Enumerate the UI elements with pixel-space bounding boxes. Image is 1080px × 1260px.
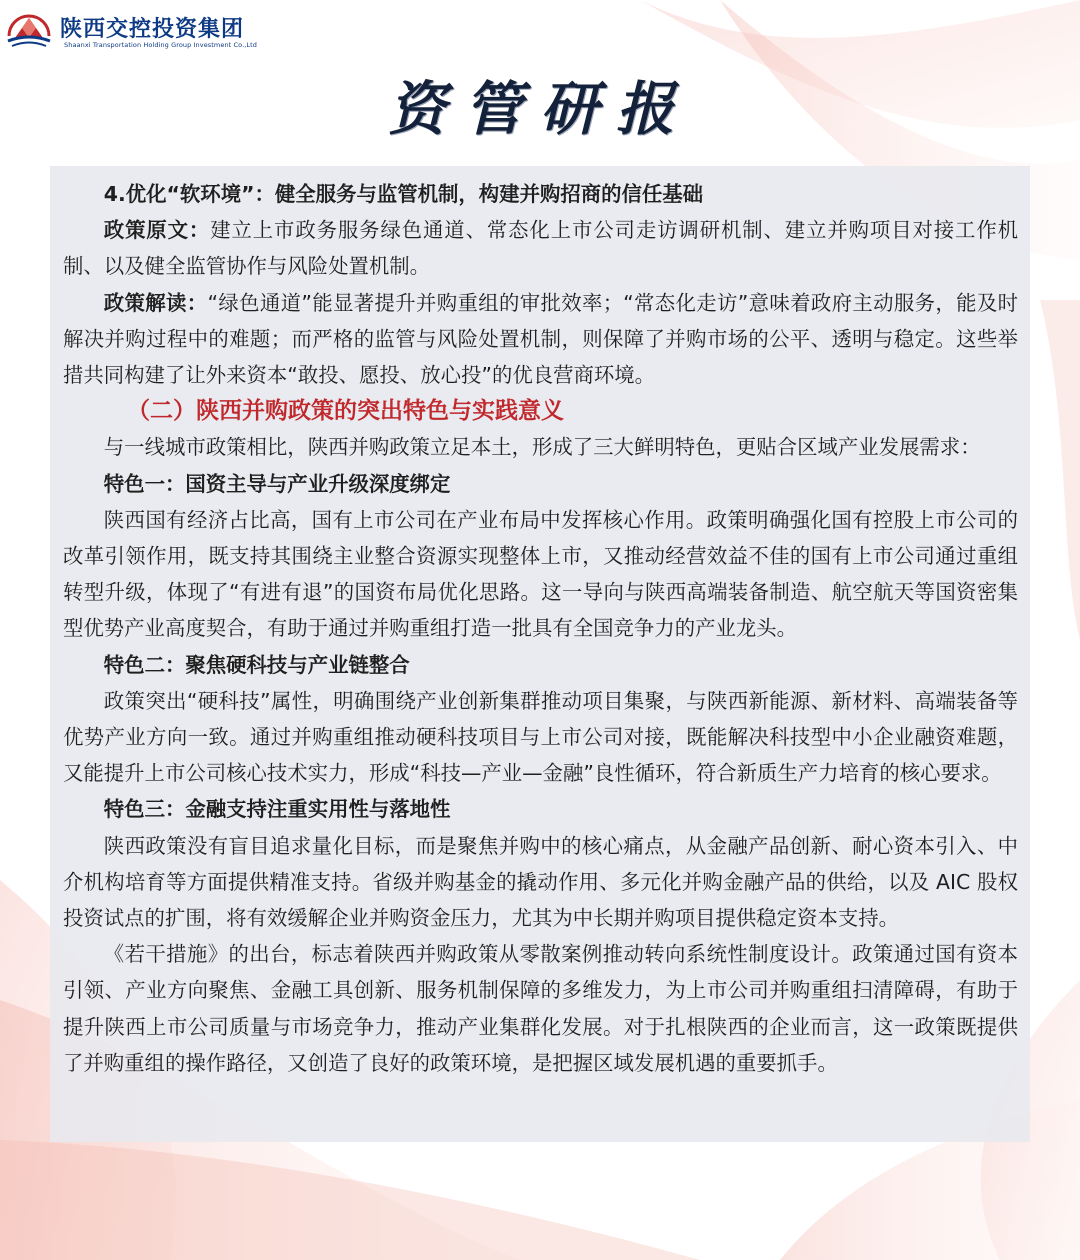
policy-original-text: 建立上市政务服务绿色通道、常态化上市公司走访调研机制、建立并购项目对接工作机制、以及健全监管协作与风险处置机制。 [63,218,1018,279]
organization-name: 陕西交控投资集团 [60,17,245,42]
brand-header [6,8,326,52]
mountain-arc-logo-icon [6,8,52,52]
policy-reading-paragraph [63,285,1018,394]
organization-name-english: Shaanxi Transportation Holding Group Investment Co.,Ltd [64,41,258,49]
article-body [63,176,1018,1081]
policy-original-label: 政策原文： [103,218,211,243]
page-title: 资管研报 [387,75,692,143]
feature-1-text: 陕西国有经济占比高，国有上市公司在产业布局中发挥核心作用。政策明确强化国有控股上市公司的改革引领作用，既支持其围绕主业整合资源实现整体上市，又推动经营效益不佳的国有上市公司通过重组转型升级，体现了“有进有退”的国资布局优化思路。这一导向与陕西高端装备制造、航空航天等国资密集型优势产业高度契合，有助于通过并购重组打造一批具有全国竞争力的产业龙头。 [63,507,1018,641]
policy-reading-text: “绿色通道”能显著提升并购重组的审批效率；“常态化走访”意味着政府主动服务，能及时解决并购过程中的难题；而严格的监管与风险处置机制，则保障了并购市场的公平、透明与稳定。这些举措共同构建了让外来资本“敢投、愿投、放心投”的优良营商环境。 [63,290,1018,388]
policy-reading-label: 政策解读： [103,290,208,315]
feature-1-title: 特色一：国资主导与产业升级深度绑定 [103,471,451,496]
feature-3-title: 特色三：金融支持注重实用性与落地性 [103,797,451,822]
conclusion-paragraph: 《若干措施》的出台，标志着陕西并购政策从零散案例推动转向系统性制度设计。政策通过国有资本引领、产业方向聚焦、金融工具创新、服务机制保障的多维发力，为上市公司并购重组扫清障碍，有助于提升陕西上市公司质量与市场竞争力，推动产业集群化发展。对于扎根陕西的企业而言，这一政策既提供了并购重组的操作路径，又创造了良好的政策环境，是把握区域发展机遇的重要抓手。 [63,942,1018,1075]
intro-paragraph: 与一线城市政策相比，陕西并购政策立足本土，形成了三大鲜明特色，更贴合区域产业发展需求： [103,435,981,460]
policy-original-paragraph [63,212,1018,284]
subheading-4: 4.优化“软环境”：健全服务与监管机制，构建并购招商的信任基础 [103,182,704,206]
feature-3-text: 陕西政策没有盲目追求量化目标，而是聚焦并购中的核心痛点，从金融产品创新、耐心资本引入、中介机构培育等方面提供精准支持。省级并购基金的撬动作用、多元化并购金融产品的供给，以及 AIC 股权投资试点的扩围，将有效缓解企业并购资金压力，尤其为中长期并购项目提供稳定资本支持。 [63,833,1018,931]
feature-2-text: 政策突出“硬科技”属性，明确围绕产业创新集群推动项目集聚，与陕西新能源、新材料、高端装备等优势产业方向一致。通过并购重组推动硬科技项目与上市公司对接，既能解决科技型中小企业融资难题，又能提升上市公司核心技术实力，形成“科技—产业—金融”良性循环，符合新质生产力培育的核心要求。 [63,688,1018,786]
section-heading-2: （二）陕西并购政策的突出特色与实践意义 [127,398,564,425]
feature-2-title: 特色二：聚焦硬科技与产业链整合 [103,652,410,677]
